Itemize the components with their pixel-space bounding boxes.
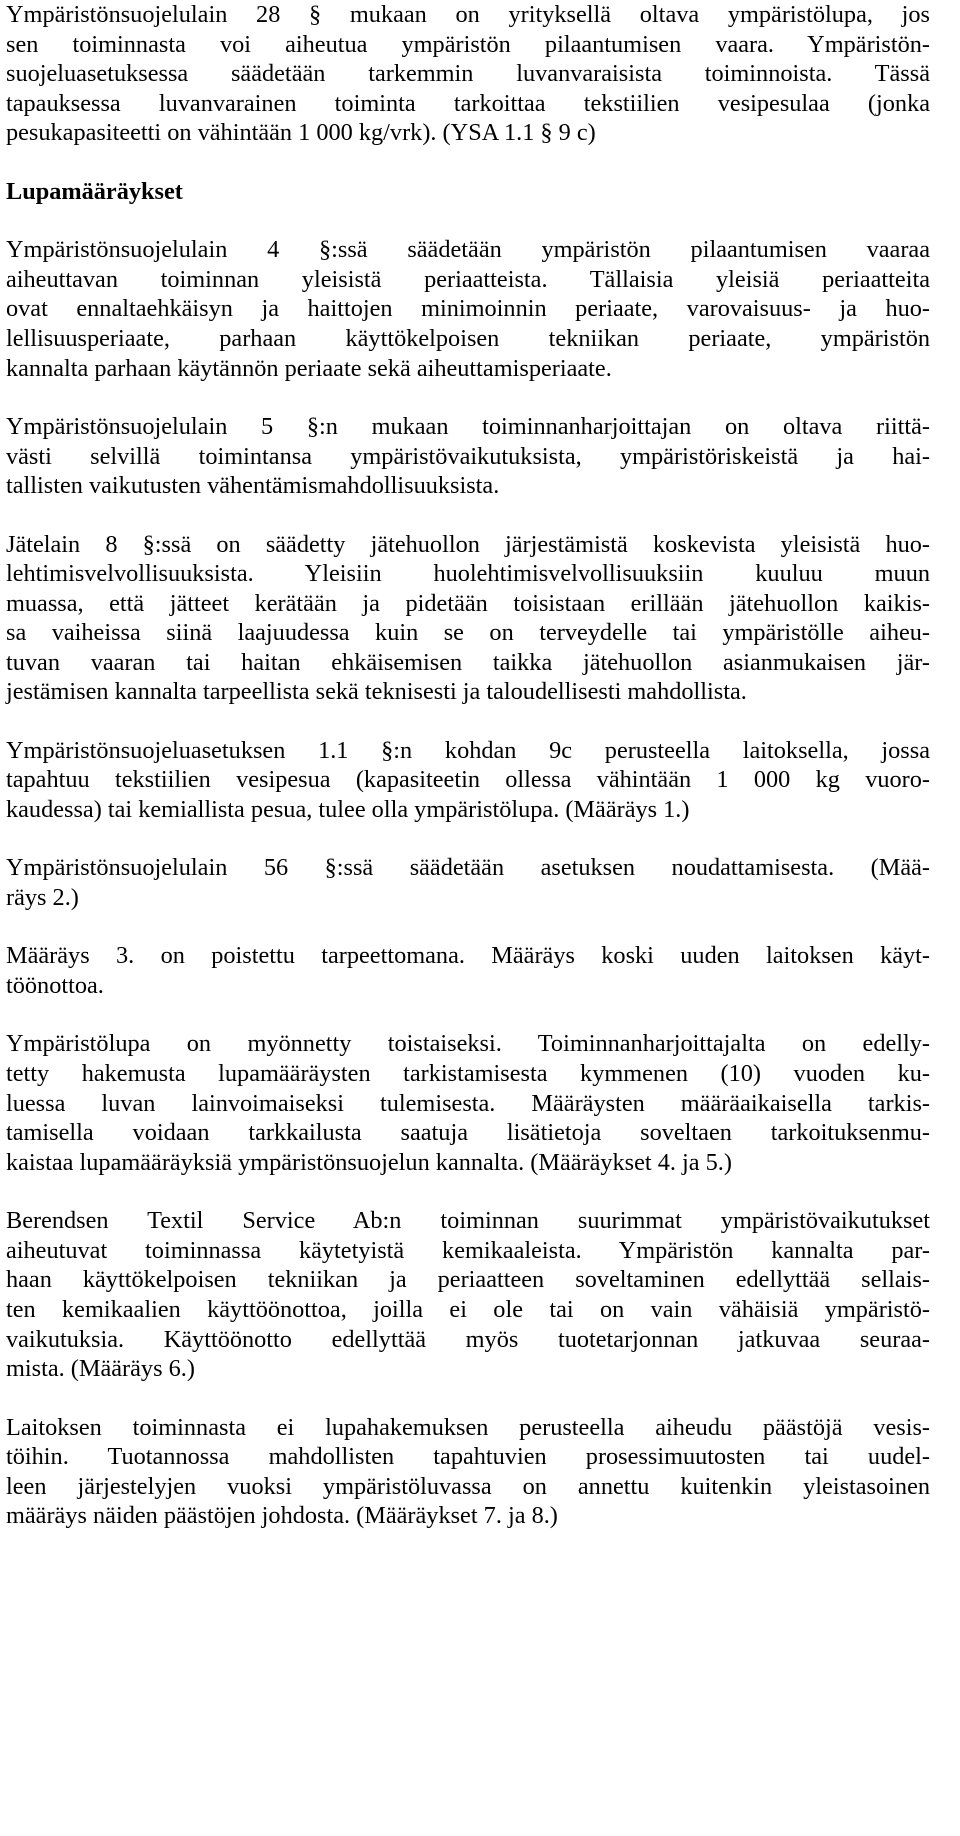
text-line: Ympäristölupa on myönnetty toistaiseksi. Toiminnanharjoittajalta on edelly-: [6, 1030, 930, 1058]
text-line: Ympäristönsuojelulain 56 §:ssä säädetään asetuksen noudattamisesta. (Mää-: [6, 854, 930, 882]
text-line: kaudessa) tai kemiallista pesua, tulee olla ympäristölupa. (Määräys 1.): [6, 796, 690, 824]
text-line: sen toiminnasta voi aiheutua ympäristön pilaantumisen vaara. Ympäristön-: [6, 30, 930, 58]
text-line: määräys näiden päästöjen johdosta. (Määräykset 7. ja 8.): [6, 1502, 558, 1530]
text-line: västi selvillä toimintansa ympäristövaikutuksista, ympäristöriskeistä ja hai-: [6, 442, 930, 470]
text-line: tapahtuu tekstiilien vesipesua (kapasiteetin ollessa vähintään 1 000 kg vuoro-: [6, 766, 930, 794]
body-paragraph: [6, 1206, 930, 1384]
body-paragraph: [6, 1413, 930, 1531]
text-line: räys 2.): [6, 884, 79, 912]
intro-paragraph: [6, 0, 930, 148]
text-line: aiheuttavan toiminnan yleisistä periaatteista. Tällaisia yleisiä periaatteita: [6, 265, 930, 293]
body-paragraph: [6, 736, 930, 825]
text-line: töönottoa.: [6, 972, 104, 1000]
text-line: aiheutuvat toiminnassa käytetyistä kemikaaleista. Ympäristön kannalta par-: [6, 1236, 930, 1264]
text-line: haan käyttökelpoisen tekniikan ja periaatteen soveltaminen edellyttää sellais-: [6, 1266, 930, 1294]
text-line: töihin. Tuotannossa mahdollisten tapahtuvien prosessimuutosten tai uudel-: [6, 1443, 930, 1471]
text-line: muassa, että jätteet kerätään ja pidetään toisistaan erillään jätehuollon kaikis-: [6, 589, 930, 617]
text-line: Ympäristönsuojeluasetuksen 1.1 §:n kohdan 9c perusteella laitoksella, jossa: [6, 736, 930, 764]
text-line: Määräys 3. on poistettu tarpeettomana. Määräys koski uuden laitoksen käyt-: [6, 942, 930, 970]
body-paragraph: [6, 412, 930, 501]
text-line: tamisella voidaan tarkkailusta saatuja lisätietoja soveltaen tarkoituksenmu-: [6, 1119, 930, 1147]
text-line: Laitoksen toiminnasta ei lupahakemuksen perusteella aiheudu päästöjä vesis-: [6, 1413, 930, 1441]
text-line: kaistaa lupamääräyksiä ympäristönsuojelun kannalta. (Määräykset 4. ja 5.): [6, 1148, 732, 1176]
text-line: leen järjestelyjen vuoksi ympäristöluvassa on annettu kuitenkin yleistasoinen: [6, 1472, 930, 1500]
text-line: Ympäristönsuojelulain 28 § mukaan on yrityksellä oltava ympäristölupa, jos: [6, 1, 930, 28]
text-line: lehtimisvelvollisuuksista. Yleisiin huolehtimisvelvollisuuksiin kuuluu muun: [6, 560, 930, 588]
text-line: Berendsen Textil Service Ab:n toiminnan suurimmat ympäristövaikutukset: [6, 1207, 930, 1235]
body-paragraph: [6, 530, 930, 708]
text-line: Ympäristönsuojelulain 5 §:n mukaan toiminnanharjoittajan on oltava riittä-: [6, 412, 930, 440]
text-line: pesukapasiteetti on vähintään 1 000 kg/vrk). (YSA 1.1 § 9 c): [6, 119, 596, 147]
text-line: ovat ennaltaehkäisyn ja haittojen minimoinnin periaate, varovaisuus- ja huo-: [6, 295, 930, 323]
text-line: suojeluasetuksessa säädetään tarkemmin luvanvaraisista toiminnoista. Tässä: [6, 60, 930, 88]
document-page: [6, 0, 930, 1560]
text-line: ten kemikaalien käyttöönottoa, joilla ei ole tai on vain vähäisiä ympäristö-: [6, 1295, 930, 1323]
text-line: Ympäristönsuojelulain 4 §:ssä säädetään ympäristön pilaantumisen vaaraa: [6, 236, 930, 264]
text-line: tapauksessa luvanvarainen toiminta tarkoittaa tekstiilien vesipesulaa (jonka: [6, 89, 930, 117]
body-paragraphs: [6, 235, 930, 1531]
text-line: lellisuusperiaate, parhaan käyttökelpoisen tekniikan periaate, ympäristön: [6, 324, 930, 352]
text-line: kannalta parhaan käytännön periaate sekä aiheuttamisperiaate.: [6, 354, 612, 382]
text-line: jestämisen kannalta tarpeellista sekä teknisesti ja taloudellisesti mahdollista.: [6, 678, 747, 706]
text-line: tallisten vaikutusten vähentämismahdollisuuksista.: [6, 472, 500, 500]
body-paragraph: [6, 941, 930, 1000]
text-line: Jätelain 8 §:ssä on säädetty jätehuollon järjestämistä koskevista yleisistä huo-: [6, 530, 930, 558]
text-line: luessa luvan lainvoimaiseksi tulemisesta. Määräysten määräaikaisella tarkis-: [6, 1089, 930, 1117]
text-line: mista. (Määräys 6.): [6, 1355, 195, 1383]
body-paragraph: [6, 1029, 930, 1177]
text-line: sa vaiheissa siinä laajuudessa kuin se on terveydelle tai ympäristölle aiheu-: [6, 619, 930, 647]
body-paragraph: [6, 235, 930, 383]
text-line: tetty hakemusta lupamääräysten tarkistamisesta kymmenen (10) vuoden ku-: [6, 1060, 930, 1087]
text-line: tuvan vaaran tai haitan ehkäisemisen taikka jätehuollon asianmukaisen jär-: [6, 648, 930, 676]
section-heading: Lupamääräykset: [6, 177, 183, 205]
body-paragraph: [6, 853, 930, 912]
text-line: vaikutuksia. Käyttöönotto edellyttää myös tuotetarjonnan jatkuvaa seuraa-: [6, 1325, 930, 1353]
